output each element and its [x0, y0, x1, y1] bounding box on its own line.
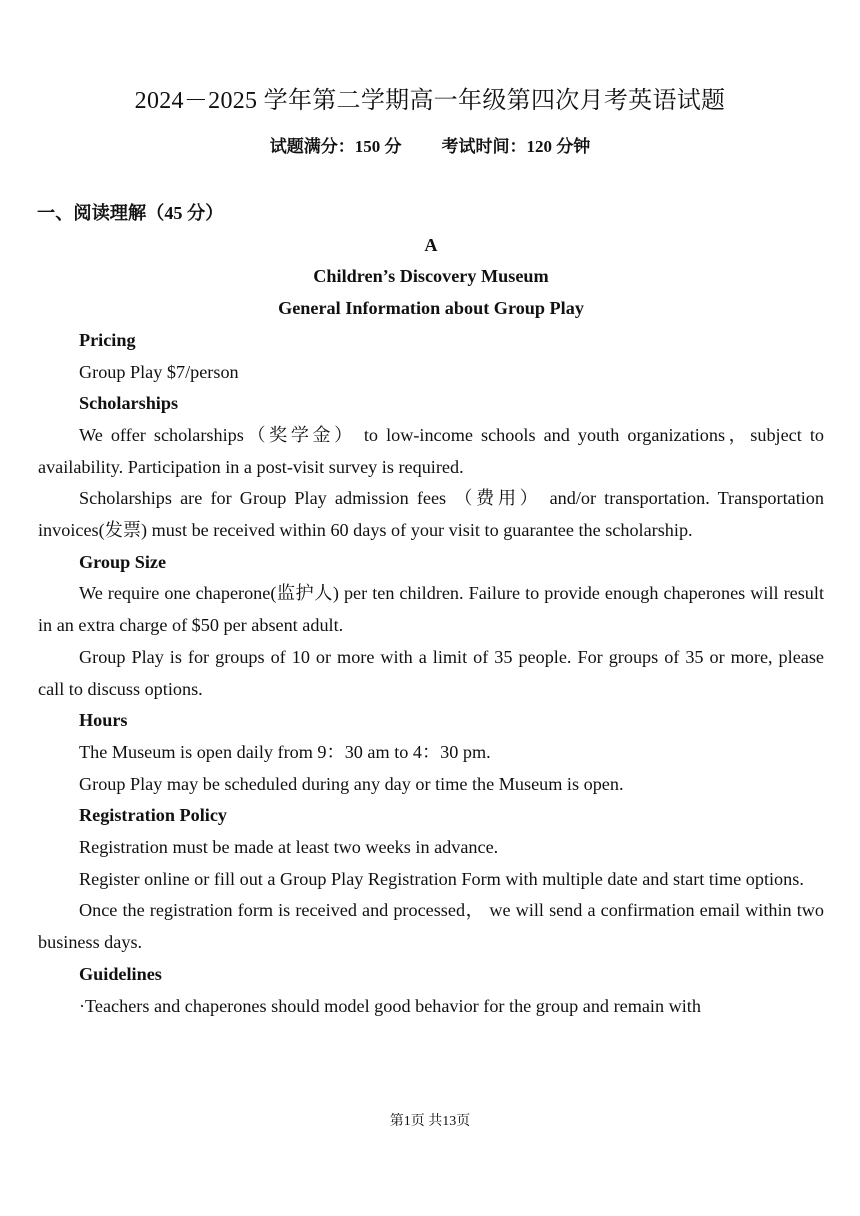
guidelines-heading: Guidelines	[79, 963, 162, 984]
guidelines-paragraph-1: ·Teachers and chaperones should model good behavior for the group and remain with	[79, 995, 701, 1016]
group-size-heading: Group Size	[79, 551, 167, 572]
passage-title: Children’s Discovery Museum	[313, 266, 549, 287]
pricing-text: Group Play $7/person	[79, 361, 239, 382]
group-size-paragraph-2: Group Play is for groups of 10 or more with a limit of 35 people. For groups of 35 or more, please call to discuss options.	[38, 646, 824, 699]
hours-paragraph-1: The Museum is open daily from 9：30 am to 4：30 pm.	[79, 741, 491, 762]
scholarships-heading: Scholarships	[79, 393, 179, 414]
group-size-paragraph-1: We require one chaperone(监护人) per ten children. Failure to provide enough chaperones will result in an extra charge of $50 per absent adult.	[38, 583, 824, 636]
passage-label: A	[424, 234, 438, 255]
registration-paragraph-2: Register online or fill out a Group Play Registration Form with multiple date and start time options.	[79, 868, 804, 889]
registration-heading: Registration Policy	[79, 805, 227, 826]
registration-paragraph-3: Once the registration form is received and processed， we will send a confirmation email within two business days.	[38, 900, 824, 953]
section-heading: 一、阅读理解（45 分）	[37, 203, 224, 223]
registration-paragraph-1: Registration must be made at least two weeks in advance.	[79, 837, 499, 858]
pricing-heading: Pricing	[79, 329, 136, 350]
hours-heading: Hours	[79, 710, 128, 731]
hours-paragraph-2: Group Play may be scheduled during any day or time the Museum is open.	[79, 773, 624, 794]
passage-subtitle: General Information about Group Play	[278, 298, 584, 319]
full-score: 试题满分：150 分	[269, 137, 402, 156]
exam-title: 2024－2025 学年第二学期高一年级第四次月考英语试题	[134, 88, 726, 114]
reading-section	[38, 198, 824, 1022]
exam-meta	[0, 134, 860, 160]
page-number: 第1页 共13页	[389, 1114, 471, 1129]
exam-time: 考试时间：120 分钟	[441, 137, 591, 156]
scholarships-paragraph-2: Scholarships are for Group Play admission fees （费用） and/or transportation. Transportation invoices(发票) must be received within 60 days of your visit to guarantee the scholarship.	[38, 488, 824, 541]
scholarships-paragraph-1: We offer scholarships（奖学金） to low-income schools and youth organizations，subject to availability. Participation in a post-visit survey is required.	[38, 424, 824, 477]
